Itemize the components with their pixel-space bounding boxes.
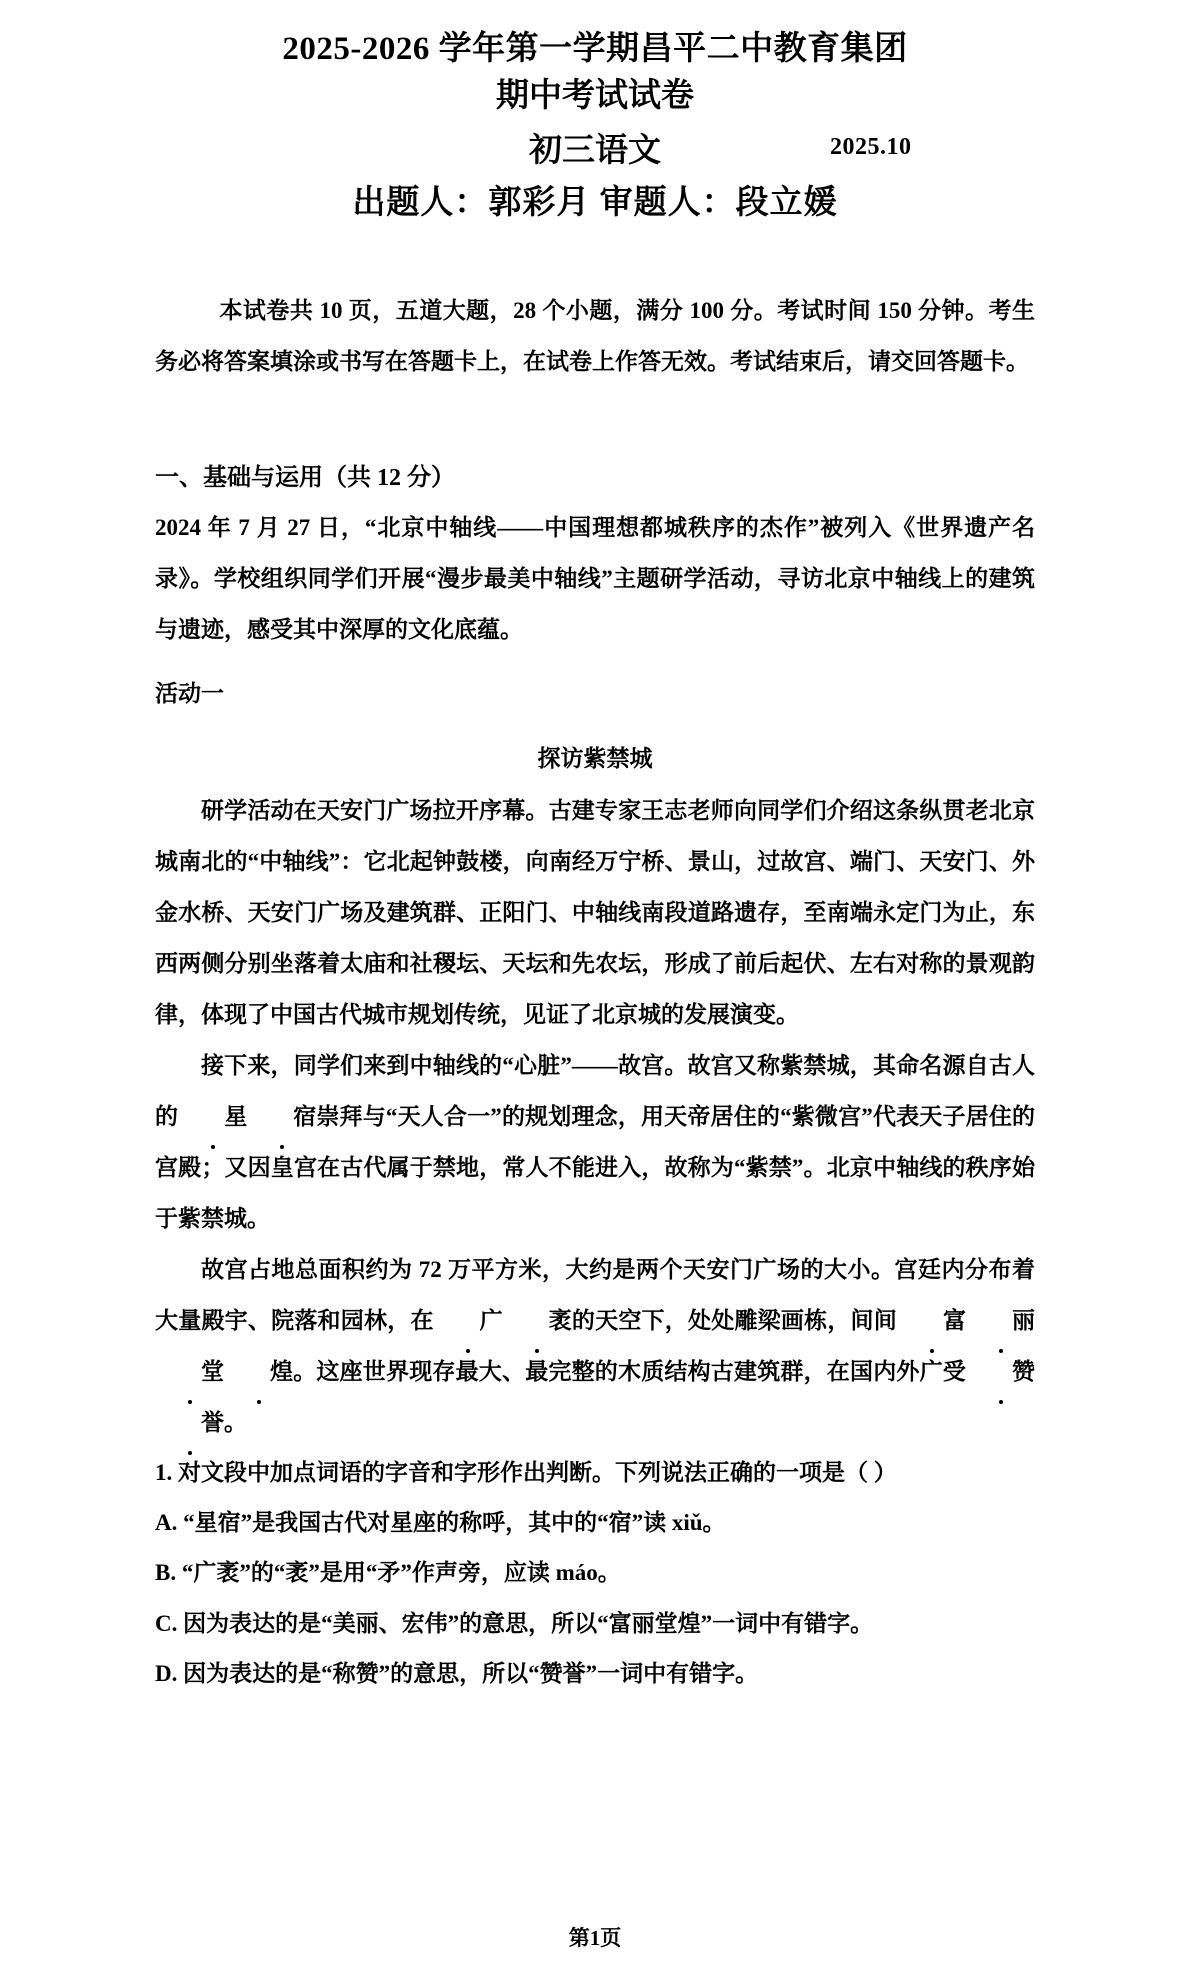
- question-1-option-c[interactable]: C. 因为表达的是“美丽、宏伟”的意思，所以“富丽堂煌”一词中有错字。: [155, 1610, 874, 1636]
- passage-p3-text-c: 。这座世界现存最大、最完整的木质结构古建筑群，在国内外广受: [293, 1359, 966, 1385]
- exam-title-line-2: 期中考试试卷: [496, 77, 694, 114]
- section-intro-paragraph: 2024 年 7 月 27 日，“北京中轴线——中国理想都城秩序的杰作”被列入《世界遗产名录》。学校组织同学们开展“漫步最美中轴线”主题研学活动，寻访北京中轴线上的建筑与遗迹，感受其中深厚的文化底蕴。: [155, 515, 1035, 643]
- exam-title-line-1: 2025-2026 学年第一学期昌平二中教育集团: [282, 31, 908, 67]
- exam-notice: 本试卷共 10 页，五道大题，28 个小题，满分 100 分。考试时间 150 分钟。考生务必将答案填涂或书写在答题卡上，在试卷上作答无效。考试结束后，请交回答题卡。: [155, 297, 1035, 375]
- passage-paragraph-3: [155, 1244, 1035, 1448]
- passage-title: 探访紫禁城: [537, 745, 653, 771]
- emphasis-zanyu: 赞誉: [155, 1359, 1035, 1435]
- question-1-option-d[interactable]: D. 因为表达的是“称赞”的意思，所以“赞誉”一词中有错字。: [155, 1660, 759, 1686]
- question-1-option-b[interactable]: B. “广袤”的“袤”是用“矛”作声旁，应读 máo。: [155, 1560, 621, 1586]
- exam-authors: 出题人：郭彩月 审题人：段立媛: [352, 184, 838, 221]
- emphasis-fulitanghuang: 富 丽堂 煌: [155, 1308, 1035, 1384]
- activity-label: 活动一: [155, 681, 224, 707]
- passage-paragraph-1: 研学活动在天安门广场拉开序幕。古建专家王志老师向同学们介绍这条纵贯老北京城南北的“中轴线”：它北起钟鼓楼，向南经万宁桥、景山，过故宫、端门、天安门、外金水桥、天安门广场及建筑群、正阳门、中轴线南段道路遗存，至南端永定门为止，东西两侧分别坐落着太庙和社稷坛、天坛和先农坛，形成了前后起伏、左右对称的景观韵律，体现了中国古代城市规划传统，见证了北京城的发展演变。: [155, 797, 1035, 1027]
- passage-p3-text-b: 的天空下，处处雕梁画栋，间间: [571, 1308, 898, 1334]
- question-1-stem: 1. 对文段中加点词语的字音和字形作出判断。下列说法正确的一项是（ ）: [155, 1460, 897, 1486]
- passage-p2-text-a: 接下来，同学们来到中轴线的“心脏”——故宫。故宫又称紫禁城，其命名源自古人的: [155, 1052, 1035, 1129]
- document-content: [155, 223, 1035, 1699]
- subject-row: [0, 124, 1190, 174]
- emphasis-xingxiu: 星 宿: [178, 1104, 316, 1129]
- spacer: [155, 388, 1035, 428]
- page-footer: [0, 1922, 1190, 1952]
- document-header: [0, 0, 1190, 223]
- question-1-option-a[interactable]: A. “星宿”是我国古代对星座的称呼，其中的“宿”读 xiǔ。: [155, 1510, 726, 1536]
- emphasis-guangmao: 广 袤: [434, 1308, 572, 1333]
- spacer: [155, 720, 1035, 734]
- subject-name: 初三语文: [529, 132, 661, 169]
- page-number: 第1页: [568, 1926, 622, 1950]
- passage-p3-text-d: 。: [224, 1410, 247, 1436]
- section-heading: 一、基础与运用（共 12 分）: [155, 465, 455, 492]
- passage-paragraph-2: [155, 1040, 1035, 1244]
- exam-date: 2025.10: [830, 133, 912, 160]
- passage-p3-text-a: 故宫占地总面积约为 72 万平方米，大约是两个天安门广场的大小。宫廷内分布着大量殿宇、院落和园林，在: [155, 1256, 1035, 1334]
- spacer: [155, 655, 1035, 669]
- passage-p2-text-b: 崇拜与“天人合一”的规划理念，用天帝居住的“紫微宫”代表天子居住的宫殿；又因皇宫在古代属于禁地，常人不能进入，故称为“紫禁”。北京中轴线的秩序始于紫禁城。: [155, 1103, 1036, 1231]
